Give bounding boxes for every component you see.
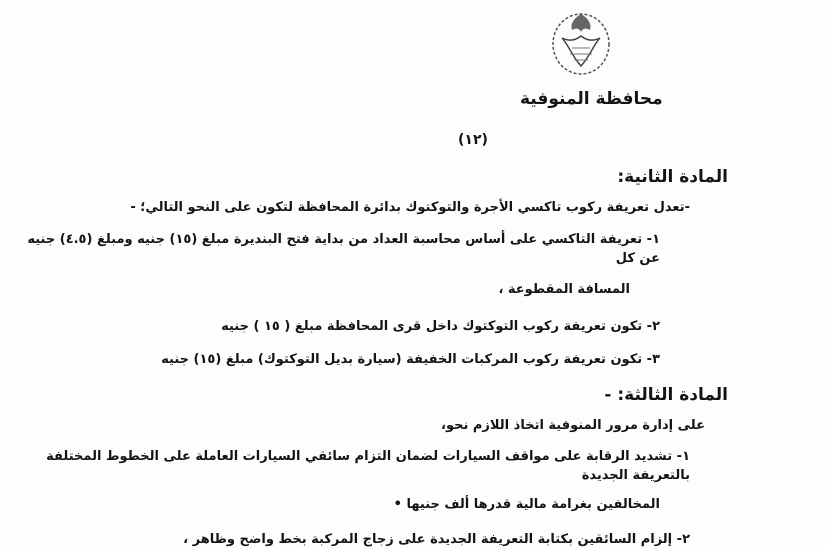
article-two-item-2: ٢- تكون تعريفة ركوب التوكتوك داخل قرى المحافظة مبلغ ( ١٥ ) جنيه bbox=[221, 319, 660, 334]
governorate-title: محافظة المنوفية bbox=[520, 89, 663, 109]
article-two-intro: -تعدل تعريفة ركوب تاكسي الأجرة والتوكتوك بدائرة المحافظة لتكون على النحو التالي؛ - bbox=[130, 200, 690, 215]
article-two-item-1: ١- تعريفة التاكسي على أساس محاسبة العداد من بداية فتح البنديرة مبلغ (١٥) جنيه ومبلغ (٤.٥) جنيه عن كل bbox=[27, 232, 660, 266]
eagle-emblem-icon bbox=[548, 4, 614, 78]
document-body bbox=[4, 166, 825, 549]
article-three-item-1-cont: المخالفين بغرامة مالية قدرها ألف جنيها • bbox=[393, 497, 660, 512]
article-two-item-1-cont: المسافة المقطوعة ، bbox=[498, 282, 630, 297]
article-three-heading: المادة الثالثة: - bbox=[604, 385, 728, 405]
article-three-intro: على إدارة مرور المنوفية اتخاذ اللازم نحو، bbox=[441, 418, 705, 433]
article-three-item-2: ٢- إلزام السائقين بكتابة التعريفة الجديدة على زجاج المركبة بخط واضح وظاهر ، bbox=[183, 532, 690, 547]
page-number: (١٢) bbox=[458, 132, 488, 148]
article-two-item-3: ٣- تكون تعريفة ركوب المركبات الخفيفة (سيارة بديل التوكتوك) مبلغ (١٥) جنيه bbox=[161, 352, 660, 367]
article-two-heading: المادة الثانية: bbox=[617, 167, 728, 187]
article-three-item-1: ١- تشديد الرقابة على مواقف السيارات لضمان التزام سائقي السيارات العاملة على الخطوط المختلفة بالتعريفة الجديدة bbox=[46, 449, 690, 483]
